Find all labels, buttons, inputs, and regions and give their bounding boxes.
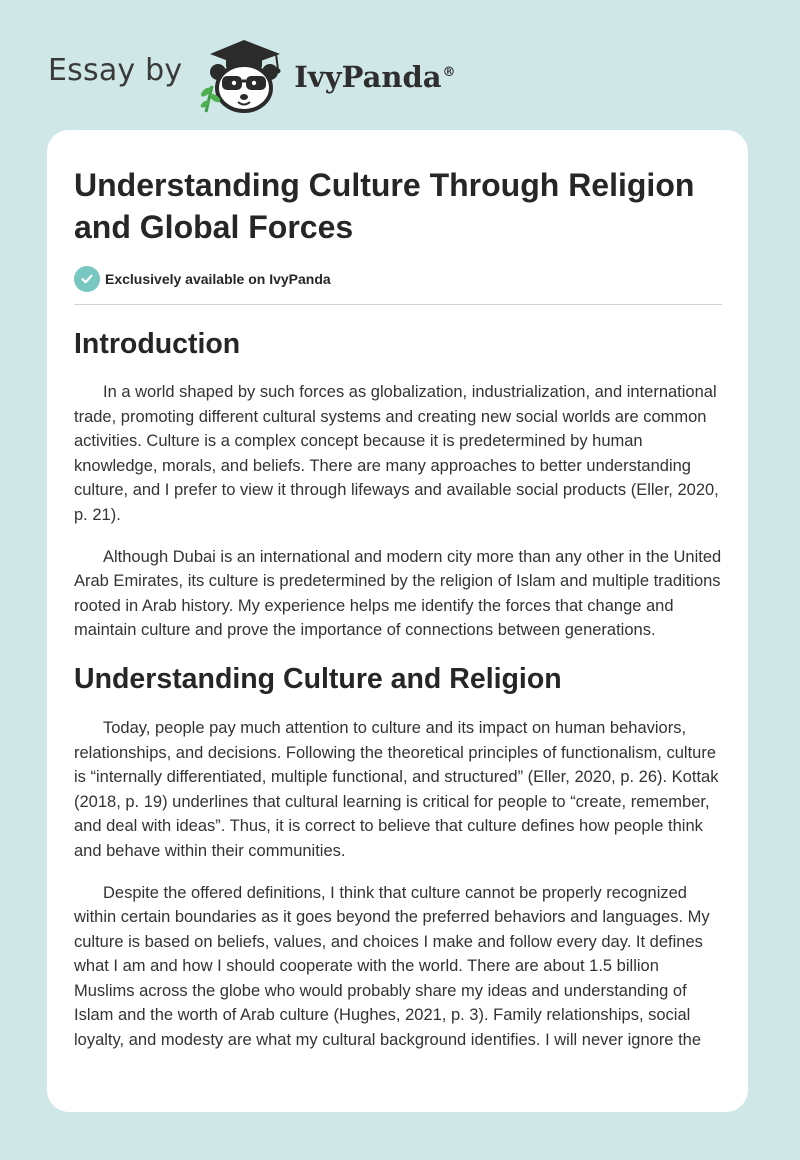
brand-prefix: Essay by — [48, 52, 183, 88]
brand-name: IvyPanda® — [294, 60, 456, 94]
panda-logo-icon — [196, 34, 290, 114]
badge-label: Exclusively available on IvyPanda — [105, 271, 331, 287]
exclusive-badge — [74, 266, 722, 292]
essay-card — [47, 130, 748, 1112]
essay-title: Understanding Culture Through Religion and Global Forces — [74, 167, 695, 245]
paragraph: Although Dubai is an international and modern city more than any other in the United Arab Emirates, its culture is predetermined by the religion of Islam and multiple traditions rooted in Arab history. My experience helps me identify the forces that change and maintain culture and prove the importance of connections between generations. — [74, 547, 722, 640]
check-circle-icon — [74, 266, 100, 292]
paragraph: In a world shaped by such forces as globalization, industrialization, and international trade, promoting different cultural systems and creating new social worlds are common activities. Culture is a complex concept because it is predetermined by human knowledge, morals, and beliefs. There are many approaches to better understanding culture, and I prefer to view it through lifeways and available social products (Eller, 2020, p. 21). — [74, 383, 719, 524]
paragraph: Today, people pay much attention to culture and its impact on human behaviors, relationships, and decisions. Following the theoretical principles of functionalism, culture is “internally differentiated, multiple functional, and structured” (Eller, 2020, p. 26). Kottak (2018, p. 19) underlines that cultural learning is critical for people to “create, remember, and deal with ideas”. Thus, it is correct to believe that culture defines how people think and behave within their communities. — [74, 718, 719, 860]
site-brand[interactable] — [48, 34, 456, 114]
section-heading-culture-religion: Understanding Culture and Religion — [74, 662, 562, 695]
section-heading-introduction: Introduction — [74, 328, 241, 360]
paragraph: Despite the offered definitions, I think that culture cannot be properly recognized within certain boundaries as it goes beyond the preferred behaviors and languages. My culture is based on beliefs, values, and choices I make and follow every day. It defines what I am and how I should cooperate with the world. There are about 1.5 billion Muslims across the globe who would probably share my ideas and understanding of Islam and the worth of Arab culture (Hughes, 2021, p. 3). Family relationships, social loyalty, and modesty are what my cultural background identifies. I will never ignore the — [74, 883, 710, 1050]
divider — [74, 304, 722, 305]
